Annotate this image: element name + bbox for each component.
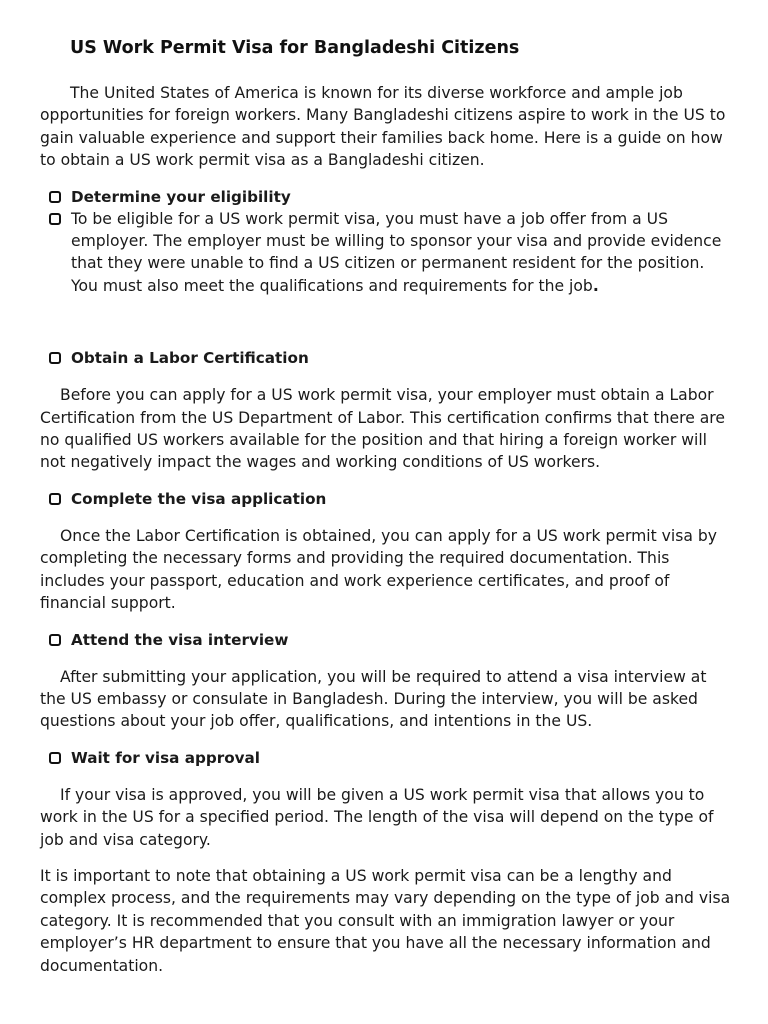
page-title: US Work Permit Visa for Bangladeshi Citizens: [70, 38, 520, 58]
intro-paragraph: The United States of America is known for its diverse workforce and ample job opportunities for foreign workers. Many Bangladeshi citizens aspire to work in the US to gain valuable experience and support their families back home. Here is a guide on how to obtain a US work permit visa as a Bangladeshi citizen.: [40, 84, 726, 170]
step-visa-interview: [40, 629, 732, 733]
step-body-eligibility: To be eligible for a US work permit visa, you must have a job offer from a US employer. The employer must be willing to sponsor your visa and provide evidence that they were unable to find a US citizen or permanent resident for the position. You must also meet the qualifications and requirements for the job.: [71, 209, 722, 295]
step-body-visa-approval: If your visa is approved, you will be given a US work permit visa that allows you to work in the US for a specified period. The length of the visa will depend on the type of job and visa category.: [40, 785, 714, 849]
conclusion-paragraph: It is important to note that obtaining a US work permit visa can be a lengthy and complex process, and the requirements may vary depending on the type of job and visa category. It is recommended that you consult with an immigration lawyer or your employer’s HR department to ensure that you have all the necessary information and documentation.: [40, 866, 731, 975]
checkbox-icon[interactable]: [49, 493, 61, 505]
checkbox-icon[interactable]: [49, 352, 61, 364]
document-page: [40, 36, 732, 977]
step-body-row-eligibility: [40, 208, 732, 298]
checkbox-icon[interactable]: [49, 752, 61, 764]
step-eligibility: [40, 186, 732, 298]
step-heading-visa-application: Complete the visa application: [40, 488, 732, 510]
step-visa-application: [40, 488, 732, 615]
step-heading-eligibility: Determine your eligibility: [40, 186, 732, 208]
step-labor-certification: [40, 347, 732, 474]
step-body-visa-interview: After submitting your application, you will be required to attend a visa interview at the US embassy or consulate in Bangladesh. During the interview, you will be asked questions about your job offer, qualifications, and intentions in the US.: [40, 667, 707, 731]
step-heading-labor-certification: Obtain a Labor Certification: [40, 347, 732, 369]
step-heading-visa-approval: Wait for visa approval: [40, 747, 732, 769]
checkbox-icon[interactable]: [49, 191, 61, 203]
checkbox-icon[interactable]: [49, 213, 61, 225]
step-visa-approval: [40, 747, 732, 851]
checkbox-icon[interactable]: [49, 634, 61, 646]
step-heading-visa-interview: Attend the visa interview: [40, 629, 732, 651]
step-body-visa-application: Once the Labor Certification is obtained, you can apply for a US work permit visa by completing the necessary forms and providing the required documentation. This includes your passport, education and work experience certificates, and proof of financial support.: [40, 526, 718, 613]
step-body-labor-certification: Before you can apply for a US work permit visa, your employer must obtain a Labor Certification from the US Department of Labor. This certification confirms that there are no qualified US workers available for the position and that hiring a foreign worker will not negatively impact the wages and working conditions of US workers.: [40, 386, 725, 472]
